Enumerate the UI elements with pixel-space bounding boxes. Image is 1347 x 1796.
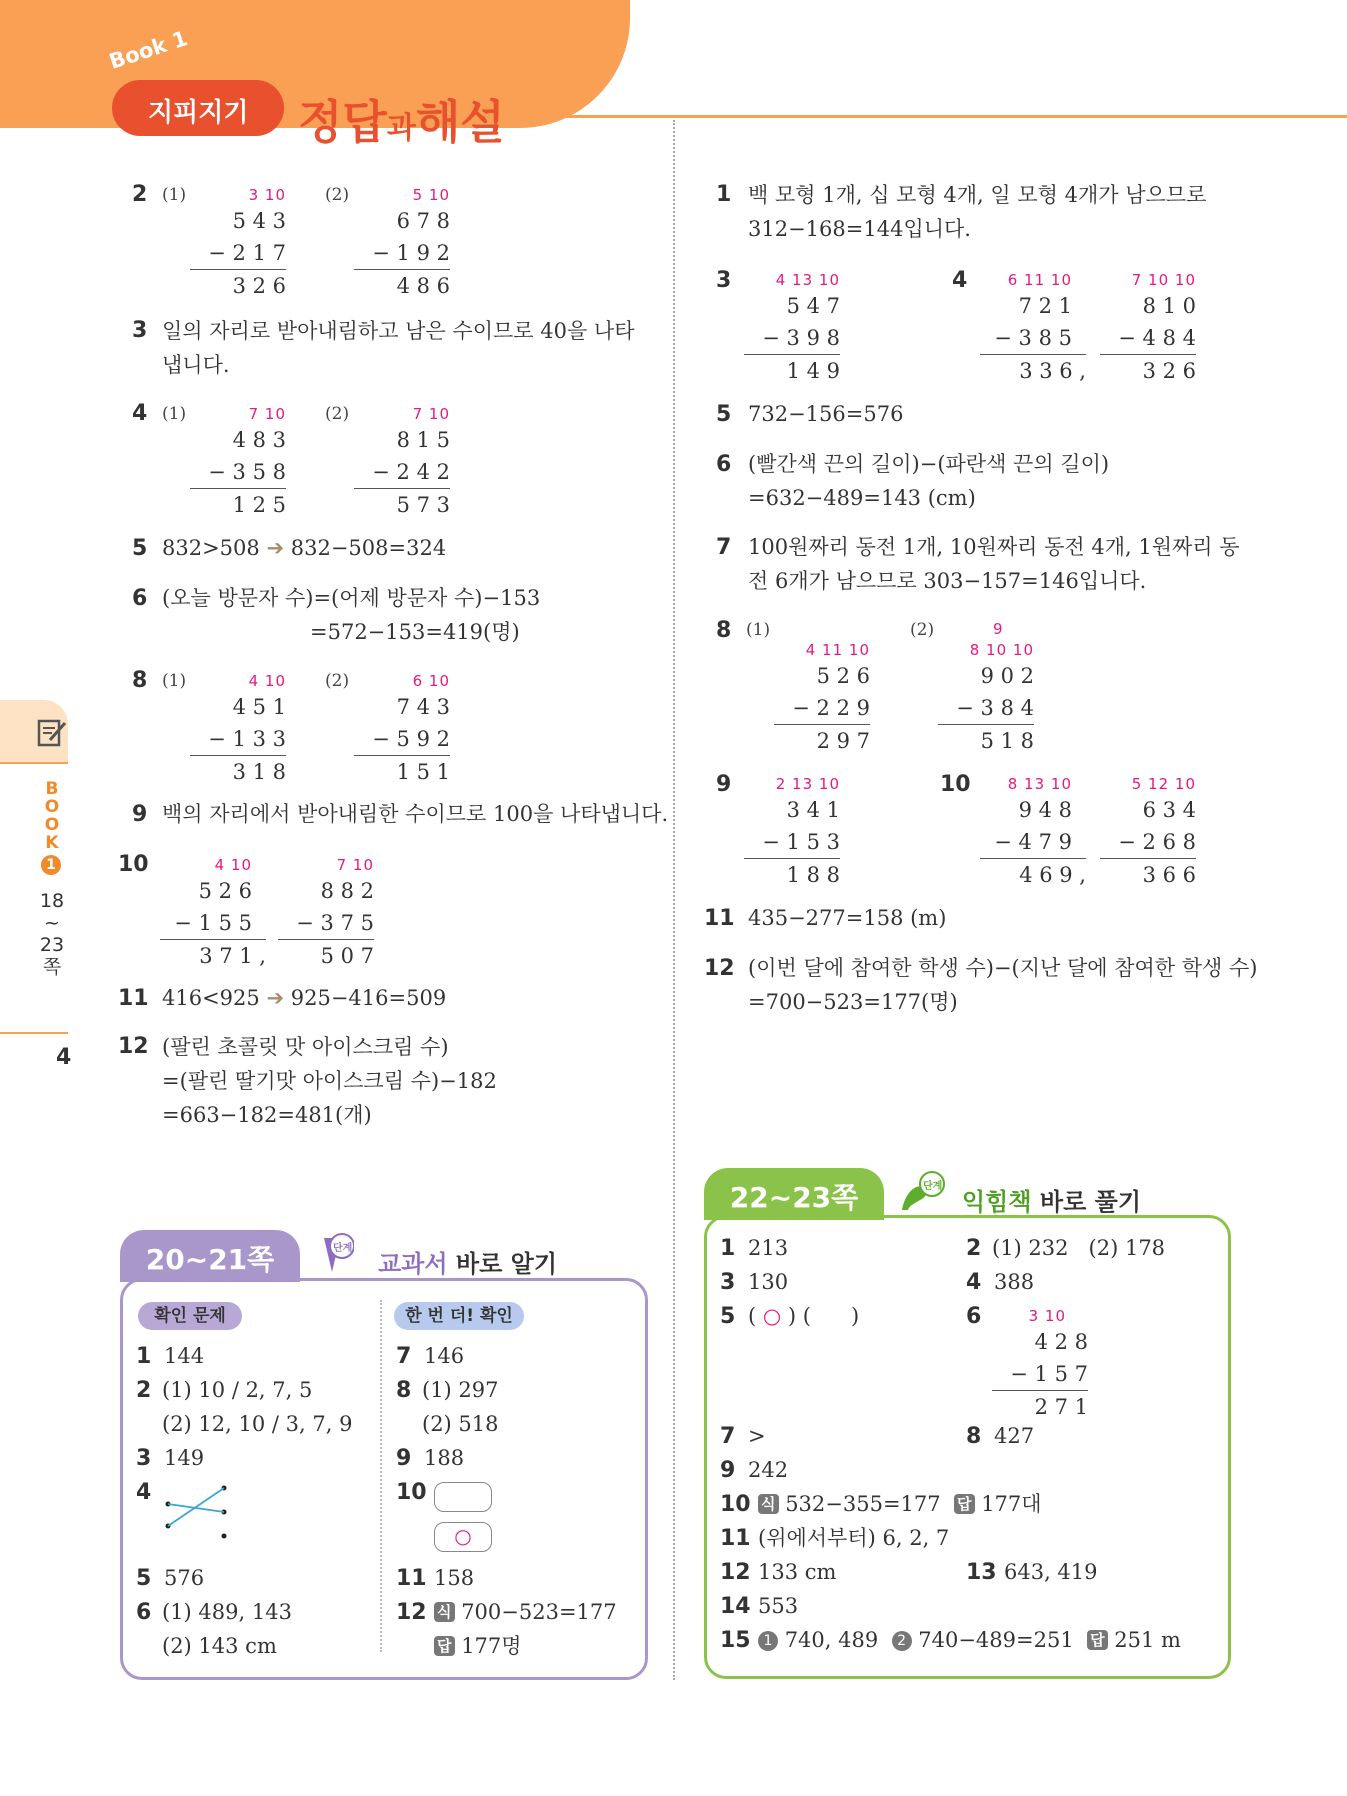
step-one-badge: 1 <box>758 1631 778 1651</box>
left-q8-b-label: (2) <box>325 671 350 691</box>
right-arrow-icon: ➔ <box>266 986 285 1010</box>
b2-q11-n: 11 <box>720 1526 751 1551</box>
right-arrow-icon: ➔ <box>266 536 285 560</box>
b1-q11-t: 158 <box>434 1566 475 1590</box>
b2-q8-n: 8 <box>966 1424 982 1449</box>
box1-pill-check: 확인 문제 <box>138 1302 242 1330</box>
b2-q9-n: 9 <box>720 1458 736 1483</box>
box1-title: 교과서 바로 알기 <box>378 1250 558 1278</box>
b2-q13-t: 643, 419 <box>1004 1560 1098 1584</box>
b1-q9-n: 9 <box>396 1446 412 1471</box>
right-q3-number: 3 <box>716 268 732 293</box>
side-book-label: BOOK <box>44 779 60 853</box>
b2-q7-n: 7 <box>720 1424 736 1449</box>
title-c: 해설 <box>415 95 505 149</box>
b2-q3-t: 130 <box>748 1270 789 1294</box>
b1-q6b-t: (2) 143 cm <box>162 1634 277 1658</box>
b2-q5-t: ( ○ ) ( ) <box>748 1304 860 1328</box>
left-q8-b-calc: 6 10 7 4 3 − 5 9 2 1 5 1 <box>354 671 450 788</box>
b1-q2b-t: (2) 12, 10 / 3, 7, 9 <box>162 1412 353 1436</box>
b1-q7-t: 146 <box>424 1344 465 1368</box>
right-q8-b-top0: 9 <box>993 620 1004 638</box>
b2-q6-n: 6 <box>966 1304 982 1329</box>
left-q6-line1: (오늘 방문자 수)=(어제 방문자 수)−153 <box>162 586 541 610</box>
b1-q1-n: 1 <box>136 1344 152 1369</box>
b2-q14-t: 553 <box>758 1594 799 1618</box>
right-q11-line: 435−277=158 (m) <box>748 906 947 930</box>
book-label: Book 1 <box>106 26 191 74</box>
left-q12-number: 12 <box>118 1034 149 1059</box>
b1-q10-box-empty <box>434 1482 492 1512</box>
right-q5-line: 732−156=576 <box>748 402 904 426</box>
answer-badge: 답 <box>1087 1630 1108 1650</box>
box1-tag: 20~21쪽 <box>145 1243 275 1276</box>
left-q2-b-label: (2) <box>325 185 350 205</box>
b1-q12-answer: 답 177명 <box>434 1629 522 1663</box>
left-q11-number: 11 <box>118 986 149 1011</box>
left-q2-b-calc: 5 10 6 7 8 − 1 9 2 4 8 6 <box>354 185 450 302</box>
b1-q2-t: (1) 10 / 2, 7, 5 <box>162 1378 313 1402</box>
right-q6-line2: =632−489=143 (cm) <box>748 486 976 510</box>
b1-q3-n: 3 <box>136 1446 152 1471</box>
b2-q6-calc: 3 10 4 2 8 − 1 5 7 2 7 1 <box>992 1306 1088 1423</box>
header-rule <box>560 115 1347 118</box>
b2-q7-t: > <box>748 1424 766 1448</box>
left-q2-number: 2 <box>132 182 148 207</box>
left-q9-line: 백의 자리에서 받아내림한 수이므로 100을 나타냅니다. <box>162 802 669 826</box>
left-q9-number: 9 <box>132 802 148 827</box>
right-q7-line1: 100원짜리 동전 1개, 10원짜리 동전 4개, 1원짜리 동 <box>748 535 1240 559</box>
left-q8-a-label: (1) <box>162 671 187 691</box>
b1-q10-n: 10 <box>396 1480 427 1505</box>
side-book-number: 1 <box>41 855 61 875</box>
left-q4-a-label: (1) <box>162 404 187 424</box>
b2-q12-n: 12 <box>720 1560 751 1585</box>
box2-step-word: 단계 <box>923 1181 943 1192</box>
right-q11-number: 11 <box>704 906 735 931</box>
right-q7-number: 7 <box>716 535 732 560</box>
side-rule-bottom <box>0 1032 68 1034</box>
formula-badge: 식 <box>758 1494 779 1514</box>
b1-q6-n: 6 <box>136 1600 152 1625</box>
b2-q8-t: 427 <box>994 1424 1035 1448</box>
b1-q8a-t: (1) 297 <box>422 1378 499 1402</box>
b1-q1-t: 144 <box>164 1344 205 1368</box>
title-a: 정답 <box>298 95 387 149</box>
right-q9-calc: 2 13 10 3 4 1 − 1 5 3 1 8 8 <box>744 774 840 891</box>
right-q6-number: 6 <box>716 452 732 477</box>
notepad-icon <box>36 716 68 752</box>
left-q4-b-calc: 7 10 8 1 5 − 2 4 2 5 7 3 <box>354 404 450 521</box>
right-q8-a-calc: 4 11 10 5 2 6 − 2 2 9 2 9 7 <box>774 640 870 757</box>
left-q12-line3: =663−182=481(개) <box>162 1103 372 1127</box>
b1-q8b-t: (2) 518 <box>422 1412 499 1436</box>
title-b: 과 <box>386 111 416 146</box>
left-q3-line2: 냅니다. <box>162 353 230 377</box>
b1-q10-box-marked: ○ <box>434 1522 492 1552</box>
left-q10-b-calc: 7 10 8 8 2 − 3 7 5 5 0 7 <box>278 855 374 972</box>
right-q12-number: 12 <box>704 956 735 981</box>
b2-q1-t: 213 <box>748 1236 789 1260</box>
column-divider <box>673 120 675 1680</box>
left-q3-line1: 일의 자리로 받아내림하고 남은 수이므로 40을 나타 <box>162 319 635 343</box>
page-title <box>298 86 505 152</box>
answer-badge: 답 <box>954 1494 975 1514</box>
right-q8-b-calc: 8 10 10 9 0 2 − 3 8 4 5 1 8 <box>938 640 1034 757</box>
right-q10-number: 10 <box>940 772 971 797</box>
b2-q14-n: 14 <box>720 1594 751 1619</box>
b2-q15-t: 1 740, 489 2 740−489=251 답 251 m <box>758 1623 1181 1657</box>
right-q8-a-label: (1) <box>746 620 771 640</box>
right-q4-a-calc: 6 11 10 7 2 1 − 3 8 5 3 3 6 , <box>980 270 1086 387</box>
box2-tag: 22~23쪽 <box>729 1181 859 1214</box>
right-q1-line1: 백 모형 1개, 십 모형 4개, 일 모형 4개가 남으므로 <box>748 183 1207 207</box>
right-q9-number: 9 <box>716 772 732 797</box>
b2-q12-t: 133 cm <box>758 1560 837 1584</box>
right-q12-line1: (이번 달에 참여한 학생 수)−(지난 달에 참여한 학생 수) <box>748 956 1258 980</box>
dot-right-3 <box>222 1534 227 1539</box>
left-q12-line2: =(팔린 딸기맛 아이스크림 수)−182 <box>162 1069 497 1093</box>
b1-q6-t: (1) 489, 143 <box>162 1600 292 1624</box>
right-q8-number: 8 <box>716 618 732 643</box>
b2-q4-t: 388 <box>994 1270 1035 1294</box>
step-two-badge: 2 <box>892 1631 912 1651</box>
b1-q9-t: 188 <box>424 1446 465 1470</box>
page-number: 4 <box>56 1045 72 1070</box>
b1-q5-t: 576 <box>164 1566 205 1590</box>
left-q5-number: 5 <box>132 536 148 561</box>
left-q4-a-calc: 7 10 4 8 3 − 3 5 8 1 2 5 <box>190 404 286 521</box>
left-q10-a-calc: 4 10 5 2 6 − 1 5 5 3 7 1 , <box>160 855 266 972</box>
right-q4-b-calc: 7 10 10 8 1 0 − 4 8 4 3 2 6 <box>1100 270 1196 387</box>
side-rule-top <box>0 762 68 764</box>
box1-inner-divider <box>380 1300 382 1652</box>
box2-title: 익힘책 바로 풀기 <box>962 1188 1142 1216</box>
b2-q3-n: 3 <box>720 1270 736 1295</box>
b1-q11-n: 11 <box>396 1566 427 1591</box>
left-q8-number: 8 <box>132 668 148 693</box>
left-q11-line: 416<925 ➔ 925−416=509 <box>162 986 447 1010</box>
left-q3-number: 3 <box>132 318 148 343</box>
b1-q5-n: 5 <box>136 1566 152 1591</box>
b1-q3-t: 149 <box>164 1446 205 1470</box>
b1-q4-n: 4 <box>136 1480 152 1505</box>
left-q6-number: 6 <box>132 586 148 611</box>
b1-q8-n: 8 <box>396 1378 412 1403</box>
b1-q12-line: 식 700−523=177 <box>434 1595 617 1629</box>
b2-q2-t: (1) 232 (2) 178 <box>992 1236 1166 1260</box>
right-q5-number: 5 <box>716 402 732 427</box>
right-q10-b-calc: 5 12 10 6 3 4 − 2 6 8 3 6 6 <box>1100 774 1196 891</box>
right-q10-a-calc: 8 13 10 9 4 8 − 4 7 9 4 6 9 , <box>980 774 1086 891</box>
formula-badge: 식 <box>434 1602 455 1622</box>
left-q2-a-calc: 3 10 5 4 3 − 2 1 7 3 2 6 <box>190 185 286 302</box>
b2-q10-n: 10 <box>720 1492 751 1517</box>
b1-q7-n: 7 <box>396 1344 412 1369</box>
b2-q4-n: 4 <box>966 1270 982 1295</box>
series-label: 지피지기 <box>148 98 249 128</box>
b2-q9-t: 242 <box>748 1458 789 1482</box>
b1-q12-n: 12 <box>396 1600 427 1625</box>
box1-step-word: 단계 <box>333 1243 353 1254</box>
right-q7-line2: 전 6개가 남으므로 303−157=146입니다. <box>748 569 1147 593</box>
b1-q4-matching-diagram <box>160 1480 230 1546</box>
left-q8-a-calc: 4 10 4 5 1 − 1 3 3 3 1 8 <box>190 671 286 788</box>
right-q1-line2: 312−168=144입니다. <box>748 217 971 241</box>
answer-badge: 답 <box>434 1636 455 1656</box>
left-q2-a-label: (1) <box>162 185 187 205</box>
left-q5-line: 832>508 ➔ 832−508=324 <box>162 536 447 560</box>
right-q3-calc: 4 13 10 5 4 7 − 3 9 8 1 4 9 <box>744 270 840 387</box>
b2-q11-t: (위에서부터) 6, 2, 7 <box>758 1526 950 1550</box>
right-q12-line2: =700−523=177(명) <box>748 990 958 1014</box>
right-q4-number: 4 <box>952 268 968 293</box>
left-q4-number: 4 <box>132 401 148 426</box>
right-q8-b-label: (2) <box>910 620 935 640</box>
b2-q2-n: 2 <box>966 1236 982 1261</box>
left-q10-number: 10 <box>118 852 149 877</box>
b2-q15-n: 15 <box>720 1628 751 1653</box>
b2-q10-t: 식 532−355=177 답 177대 <box>758 1487 1042 1521</box>
right-q6-line1: (빨간색 끈의 길이)−(파란색 끈의 길이) <box>748 452 1110 476</box>
box1-pill-more: 한 번 더! 확인 <box>394 1302 524 1330</box>
b2-q13-n: 13 <box>966 1560 997 1585</box>
b2-q5-n: 5 <box>720 1304 736 1329</box>
left-q6-line2: =572−153=419(명) <box>310 620 520 644</box>
left-q4-b-label: (2) <box>325 404 350 424</box>
right-q1-number: 1 <box>716 182 732 207</box>
left-q12-line1: (팔린 초콜릿 맛 아이스크림 수) <box>162 1035 449 1059</box>
side-pages: 18 ~ 23 쪽 <box>39 890 65 978</box>
b2-q1-n: 1 <box>720 1236 736 1261</box>
b1-q2-n: 2 <box>136 1378 152 1403</box>
